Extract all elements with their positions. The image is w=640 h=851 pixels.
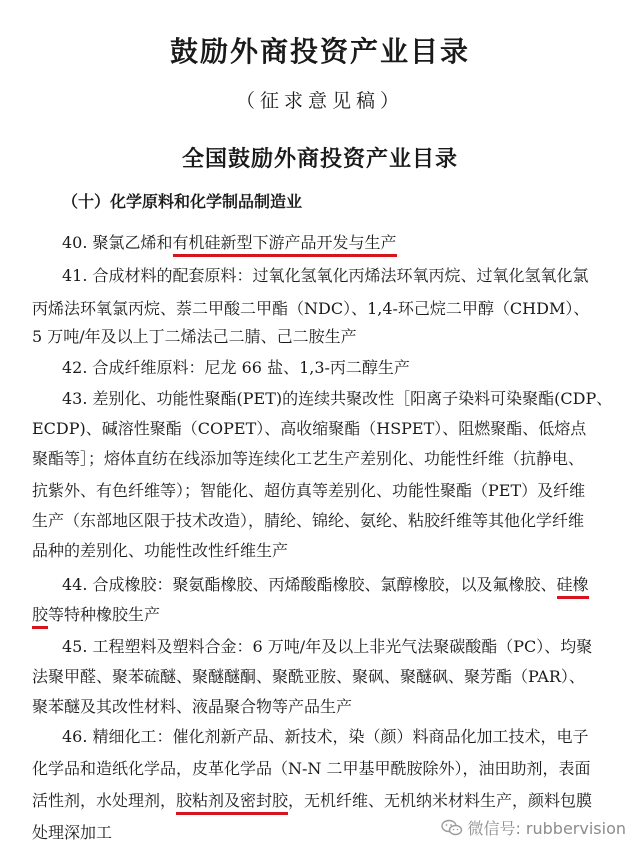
item-continuation-line xyxy=(32,538,288,561)
item-text: 丙烯法环氧氯丙烷、萘二甲酸二甲酯（NDC）、1,4-环己烷二甲醇（CHDM）、 xyxy=(32,299,590,318)
item-first-line xyxy=(62,572,589,595)
item-number: 45. xyxy=(62,637,93,656)
item-text: ，无机纤维、无机纳米材料生产，颜料包膜 xyxy=(288,791,593,810)
item-text: 生产（东部地区限于技术改造），腈纶、锦纶、氨纶、粘胶纤维等其他化学纤维 xyxy=(32,511,585,530)
highlighted-text: 有机硅新型下游产品开发与生产 xyxy=(173,233,397,257)
item-text: 处理深加工 xyxy=(32,823,113,842)
highlighted-text: 胶 xyxy=(32,605,48,629)
catalog-heading: 全国鼓励外商投资产业目录 xyxy=(181,146,458,172)
item-text: 品种的差别化、功能性改性纤维生产 xyxy=(32,541,289,560)
item-text: ECDP)、碱溶性聚酯（COPET）、高收缩聚酯（HSPET）、阻燃聚酯、低熔点 xyxy=(32,419,587,438)
item-number: 41. xyxy=(62,266,93,285)
item-first-line xyxy=(62,263,589,286)
item-text: 聚酯等］；熔体直纺在线添加等连续化工艺生产差别化、功能性纤维（抗静电、 xyxy=(32,449,585,468)
page-title: 鼓励外商投资产业目录 xyxy=(169,35,470,68)
item-continuation-line xyxy=(32,446,584,469)
item-first-line xyxy=(62,634,592,657)
item-first-line xyxy=(62,355,410,378)
highlighted-text: 胶粘剂及密封胶 xyxy=(176,791,288,815)
item-number: 43. xyxy=(62,389,93,408)
item-continuation-line xyxy=(32,820,112,843)
item-number: 40. xyxy=(62,233,93,252)
item-continuation-line xyxy=(32,756,591,779)
item-text: 工程塑料及塑料合金：6 万吨/年及以上非光气法聚碳酸酯（PC）、均聚 xyxy=(92,637,593,656)
wechat-icon xyxy=(441,819,463,837)
item-text: 聚氯乙烯和 xyxy=(92,233,173,252)
item-text: 合成材料的配套原料：过氧化氢氧化丙烯法环氧丙烷、过氧化氢氧化氯 xyxy=(92,266,589,285)
item-text: 差别化、功能性聚酯(PET)的连续共聚改性［阳离子染料可染聚酯(CDP、 xyxy=(92,389,613,408)
item-text: 抗紫外、有色纤维等）；智能化、超仿真等差别化、功能性聚酯（PET）及纤维 xyxy=(32,481,586,500)
item-first-line xyxy=(62,230,397,253)
watermark xyxy=(441,816,626,839)
item-continuation-line xyxy=(32,508,584,531)
page-subtitle: （征求意见稿） xyxy=(235,90,404,112)
item-continuation-line xyxy=(32,296,589,319)
highlighted-text: 硅橡 xyxy=(557,575,589,599)
item-text: 等特种橡胶生产 xyxy=(48,605,161,624)
item-continuation-line xyxy=(32,416,586,439)
item-first-line xyxy=(62,386,612,409)
watermark-text: 微信号: rubbervision xyxy=(467,819,626,838)
item-number: 46. xyxy=(62,727,93,746)
item-text: 活性剂，水处理剂， xyxy=(32,791,177,810)
item-text: 聚苯醚及其改性材料、液晶聚合物等产品生产 xyxy=(32,697,353,716)
item-text: 合成橡胶：聚氨酯橡胶、丙烯酸酯橡胶、氯醇橡胶，以及氟橡胶、 xyxy=(92,575,557,594)
item-continuation-line xyxy=(32,664,585,687)
item-continuation-line xyxy=(32,324,357,347)
item-continuation-line xyxy=(32,602,160,625)
item-continuation-line xyxy=(32,788,592,811)
item-number: 44. xyxy=(62,575,93,594)
item-number: 42. xyxy=(62,358,93,377)
item-text: 合成纤维原料：尼龙 66 盐、1,3-丙二醇生产 xyxy=(92,358,410,377)
item-text: 化学品和造纸化学品，皮革化学品（N-N 二甲基甲酰胺除外），油田助剂，表面 xyxy=(32,759,591,778)
item-continuation-line xyxy=(32,478,585,501)
item-continuation-line xyxy=(32,694,352,717)
section-heading: （十）化学原料和化学制品制造业 xyxy=(62,192,303,211)
item-first-line xyxy=(62,724,589,747)
item-text: 精细化工：催化剂新产品、新技术，染（颜）料商品化加工技术，电子 xyxy=(92,727,589,746)
item-text: 5 万吨/年及以上丁二烯法己二腈、己二胺生产 xyxy=(32,327,357,346)
item-text: 法聚甲醛、聚苯硫醚、聚醚醚酮、聚酰亚胺、聚砜、聚醚砜、聚芳酯（PAR）、 xyxy=(32,667,585,686)
